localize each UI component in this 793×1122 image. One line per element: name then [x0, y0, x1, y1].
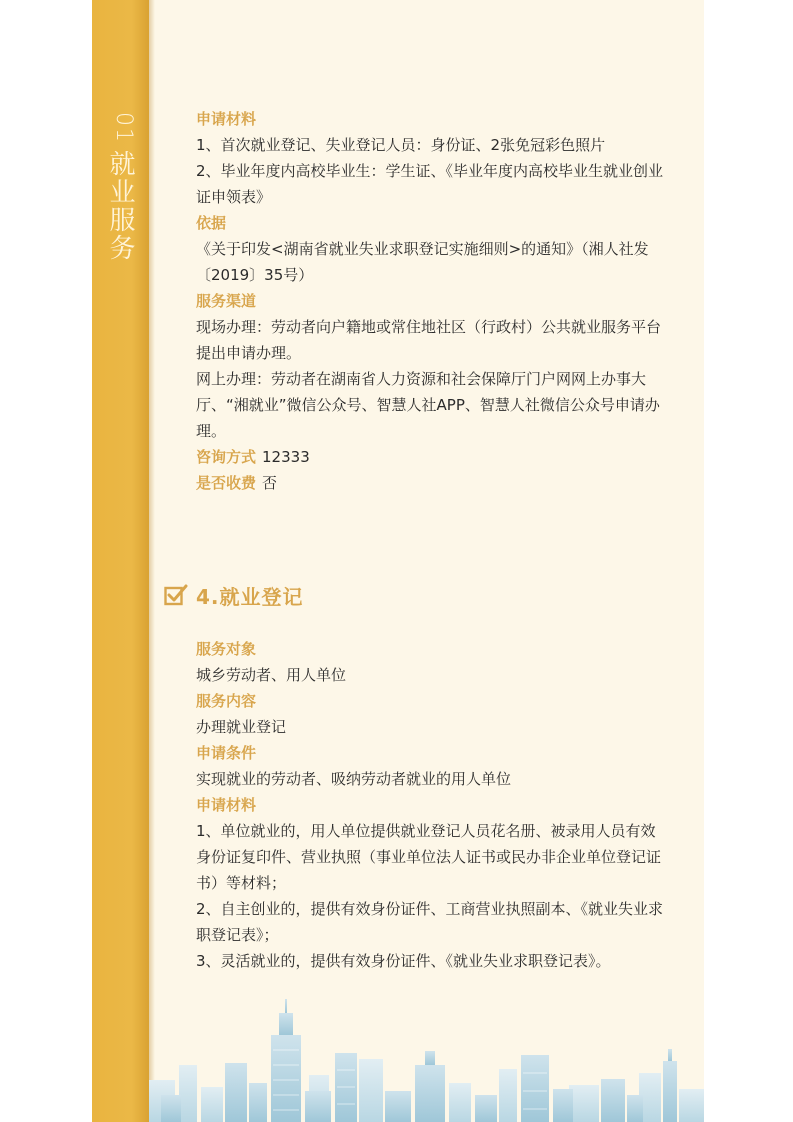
fee-label: 是否收费	[196, 474, 257, 492]
channel-label: 服务渠道	[196, 292, 257, 310]
consult-row	[196, 444, 666, 470]
fee-value: 否	[262, 474, 278, 492]
chapter-number: 01	[111, 112, 136, 144]
city-skyline-illustration	[149, 995, 704, 1122]
materials-item: 2、毕业年度内高校毕业生：学生证、《毕业年度内高校毕业生就业创业证申领表》	[196, 162, 664, 206]
condition-text: 实现就业的劳动者、吸纳劳动者就业的用人单位	[196, 770, 512, 788]
fee-row	[196, 470, 666, 496]
materials-label: 申请材料	[196, 110, 257, 128]
service-label: 服务内容	[196, 692, 257, 710]
block1-content	[196, 106, 666, 496]
chapter-title: 就业服务	[105, 150, 135, 262]
materials-item: 1、首次就业登记、失业登记人员：身份证、2张免冠彩色照片	[196, 136, 606, 154]
section-title: 4.就业登记	[196, 584, 304, 609]
service-text: 办理就业登记	[196, 718, 287, 736]
materials-item: 3、灵活就业的，提供有效身份证件、《就业失业求职登记表》。	[196, 952, 611, 970]
target-text: 城乡劳动者、用人单位	[196, 666, 347, 684]
materials-item: 2、自主创业的，提供有效身份证件、工商营业执照副本、《就业失业求职登记表》；	[196, 900, 664, 944]
channel-item: 网上办理：劳动者在湖南省人力资源和社会保障厅门户网网上办事大厅、“湘就业”微信公众号、智慧人社APP、智慧人社微信公众号申请办理。	[196, 370, 660, 440]
section4-content	[196, 636, 666, 974]
basis-text: 《关于印发<湖南省就业失业求职登记实施细则>的通知》（湘人社发〔2019〕35号）	[196, 240, 649, 284]
materials-item: 1、单位就业的，用人单位提供就业登记人员花名册、被录用人员有效身份证复印件、营业执照（事业单位法人证书或民办非企业单位登记证书）等材料；	[196, 822, 662, 892]
channel-item: 现场办理：劳动者向户籍地或常住地社区（行政村）公共就业服务平台提出申请办理。	[196, 318, 662, 362]
checkbox-check-icon	[164, 584, 188, 606]
side-band-shadow	[149, 0, 155, 1122]
target-label: 服务对象	[196, 640, 257, 658]
basis-label: 依据	[196, 214, 227, 232]
consult-label: 咨询方式	[196, 448, 257, 466]
section-heading	[164, 580, 304, 610]
condition-label: 申请条件	[196, 744, 257, 762]
consult-value: 12333	[262, 448, 310, 466]
materials-label: 申请材料	[196, 796, 257, 814]
